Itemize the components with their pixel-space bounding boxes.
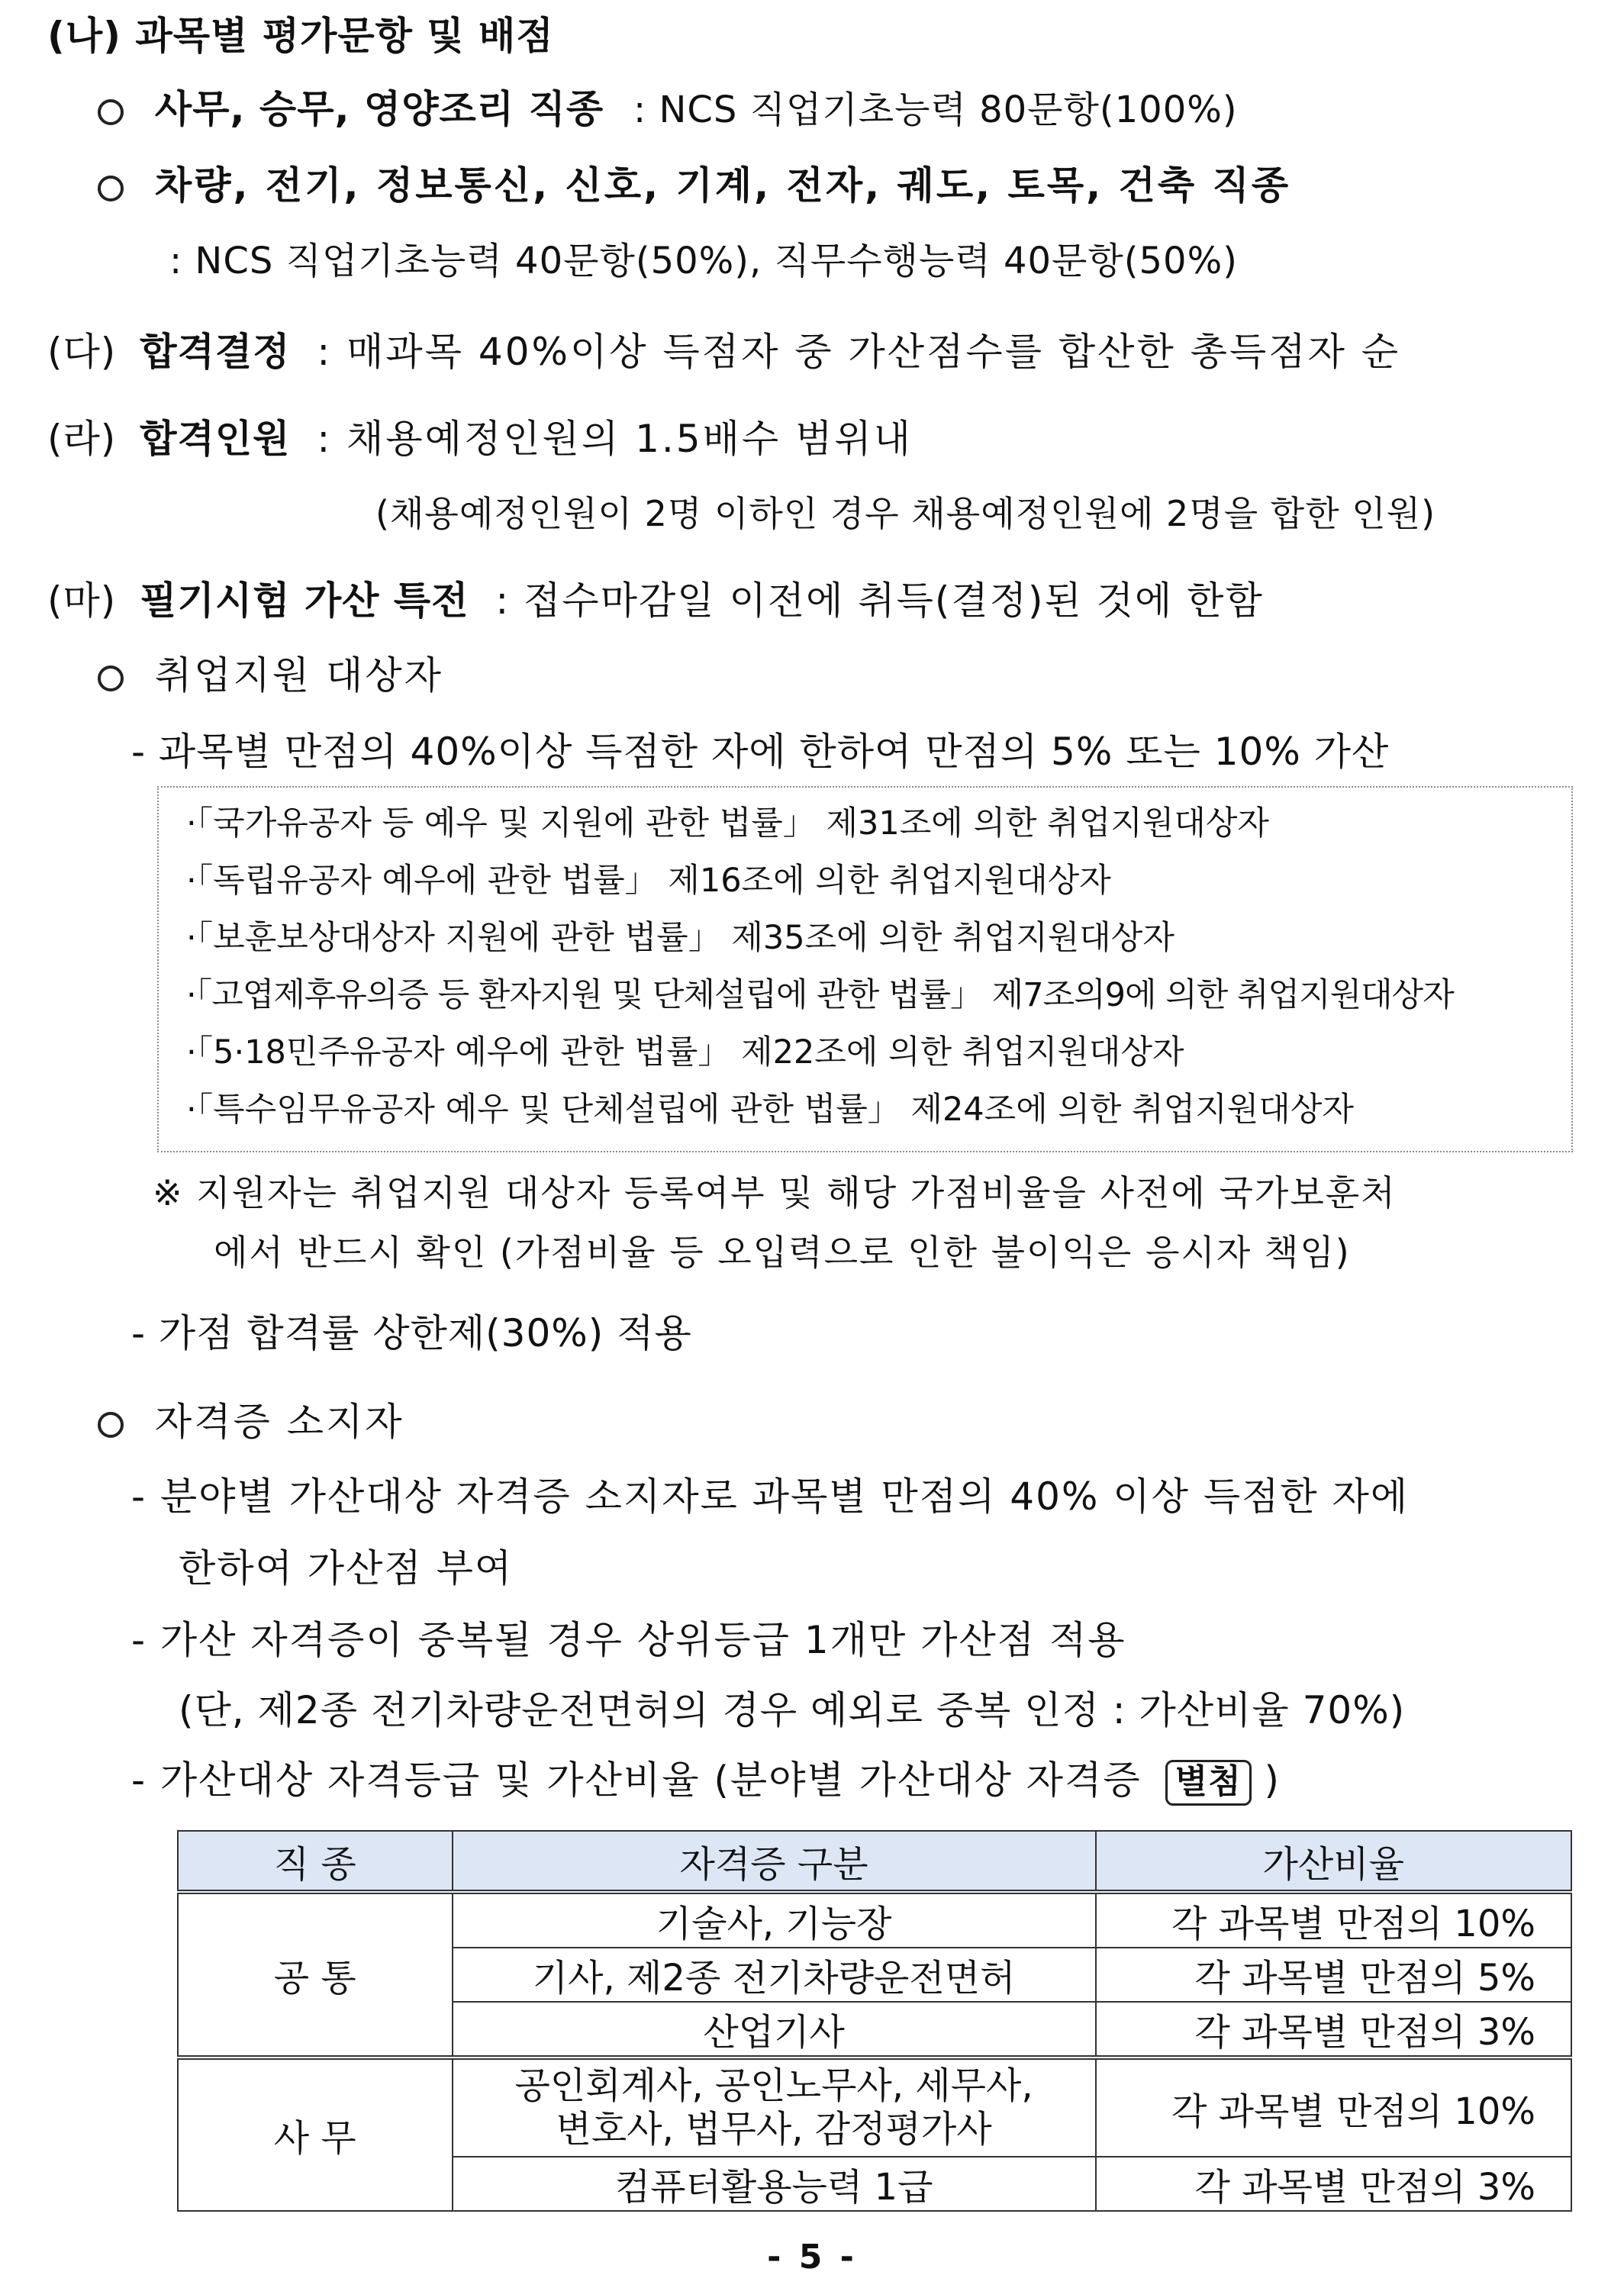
rate-cell: 각 과목별 만점의 3%: [1096, 2002, 1571, 2058]
section-e: [47, 578, 1264, 623]
license-bullet1-line2: 한하여 가산점 부여: [179, 1546, 514, 1590]
section-d-label: 합격인원: [140, 417, 291, 461]
license-bullet2-line2: (단, 제2종 전기차량운전면허의 경우 예외로 중복 인정 : 가산비율 70%): [179, 1688, 1406, 1732]
table-row: [178, 2058, 1571, 2157]
table-header-cell: 가산비율: [1096, 1831, 1571, 1892]
table-header-cell: 자격증 구분: [453, 1831, 1096, 1892]
section-c-prefix: (다): [47, 330, 117, 374]
section-c-value: : 매과목 40%이상 득점자 중 가산점수를 합산한 총득점자 순: [317, 330, 1401, 374]
law-item: ·「고엽제후유의증 등 환자지원 및 단체설립에 관한 법률」 제7조의9에 의한 취업지원대상자: [186, 976, 1454, 1014]
license-cell: 컴퓨터활용능력 1급: [453, 2157, 1096, 2211]
license-bullet1-line1: - 분야별 가산대상 자격증 소지자로 과목별 만점의 40% 이상 득점한 자에: [131, 1474, 1410, 1519]
employment-title: 취업지원 대상자: [98, 656, 443, 694]
circle-bullet-icon: [98, 665, 124, 691]
section-d-note: (채용예정인원이 2명 이하인 경우 채용예정인원에 2명을 합한 인원): [375, 493, 1436, 534]
section-b-item2: [98, 163, 1291, 208]
rate-cell: 각 과목별 만점의 10%: [1096, 1892, 1571, 1948]
license-cell: 기술사, 기능장: [453, 1892, 1096, 1948]
section-d: [47, 417, 913, 461]
license-title: 자격증 소지자: [98, 1403, 404, 1441]
bonus-rate-table: [177, 1830, 1572, 2212]
law-item: ·「보훈보상대상자 지원에 관한 법률」 제35조에 의한 취업지원대상자: [186, 919, 1174, 957]
section-e-prefix: (마): [47, 578, 117, 623]
law-item: ·「5·18민주유공자 예우에 관한 법률」 제22조에 의한 취업지원대상자: [186, 1033, 1184, 1071]
rate-cell: 각 과목별 만점의 3%: [1096, 2157, 1571, 2211]
table-row: [178, 1892, 1571, 1948]
circle-bullet-icon: [98, 1412, 124, 1438]
category-cell: 사 무: [178, 2058, 453, 2211]
item2-label: 차량, 전기, 정보통신, 신호, 기계, 전자, 궤도, 토목, 건축 직종: [154, 163, 1291, 208]
employment-note-line1: ※ 지원자는 취업지원 대상자 등록여부 및 해당 가점비율을 사전에 국가보훈처: [153, 1172, 1397, 1213]
license-bullet2-line1: - 가산 자격증이 중복될 경우 상위등급 1개만 가산점 적용: [131, 1618, 1126, 1662]
page-number: - 5 -: [767, 2238, 857, 2277]
employment-note-line2: 에서 반드시 확인 (가점비율 등 오입력으로 인한 불이익은 응시자 책임): [214, 1232, 1351, 1273]
item1-value: : NCS 직업기초능력 80문항(100%): [633, 89, 1238, 131]
law-item: ·「국가유공자 등 예우 및 지원에 관한 법률」 제31조에 의한 취업지원대상자: [186, 804, 1269, 843]
license-cell: 산업기사: [453, 2002, 1096, 2058]
item1-label: 사무, 승무, 영양조리 직종: [154, 87, 604, 131]
table-header-row: [178, 1831, 1571, 1892]
license-cell: 기사, 제2종 전기차량운전면허: [453, 1948, 1096, 2002]
item2-value: : NCS 직업기초능력 40문항(50%), 직무수행능력 40문항(50%): [169, 240, 1238, 282]
rate-cell: 각 과목별 만점의 10%: [1096, 2058, 1571, 2157]
law-item: ·「특수임무유공자 예우 및 단체설립에 관한 법률」 제24조에 의한 취업지원대상자: [186, 1091, 1354, 1129]
category-cell: 공 통: [178, 1892, 453, 2058]
license-cell: 공인회계사, 공인노무사, 세무사, 변호사, 법무사, 감정평가사: [453, 2058, 1096, 2157]
section-b-heading: (나) 과목별 평가문항 및 배점: [47, 14, 554, 58]
section-c-label: 합격결정: [140, 330, 291, 374]
license-bullet3: - 가산대상 자격등급 및 가산비율 (분야별 가산대상 자격증 별첨 ): [131, 1760, 1280, 1806]
employment-bullet2: - 가점 합격률 상한제(30%) 적용: [131, 1311, 692, 1355]
section-b-item1: [98, 87, 1238, 131]
section-d-value: : 채용예정인원의 1.5배수 범위내: [317, 417, 913, 461]
section-e-value: : 접수마감일 이전에 취득(결정)된 것에 한함: [495, 578, 1264, 623]
section-d-prefix: (라): [47, 417, 117, 461]
law-item: ·「독립유공자 예우에 관한 법률」 제16조에 의한 취업지원대상자: [186, 862, 1111, 900]
circle-bullet-icon: [98, 99, 124, 125]
rate-cell: 각 과목별 만점의 5%: [1096, 1948, 1571, 2002]
section-e-label: 필기시험 가산 특전: [140, 578, 469, 623]
table-header-cell: 직 종: [178, 1831, 453, 1892]
employment-bullet1: - 과목별 만점의 40%이상 득점한 자에 한하여 만점의 5% 또는 10% 가산: [131, 730, 1390, 774]
circle-bullet-icon: [98, 176, 124, 201]
attachment-badge: 별첨: [1165, 1760, 1252, 1806]
section-c: [47, 330, 1401, 374]
